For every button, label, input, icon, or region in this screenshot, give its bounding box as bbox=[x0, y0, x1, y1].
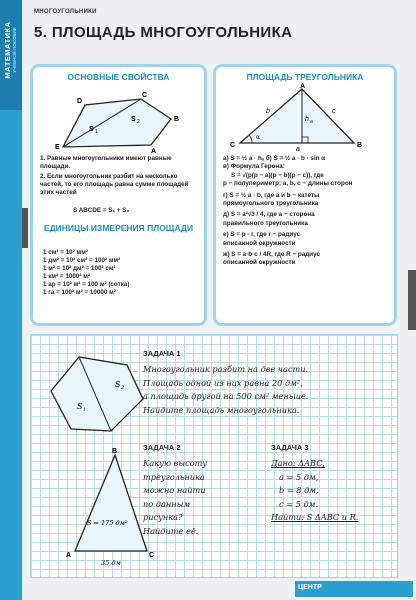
vertex-e: E bbox=[55, 144, 60, 151]
publisher-logo: ЦЕНТР bbox=[298, 584, 322, 591]
task1-figure bbox=[41, 347, 151, 443]
vertex-d: D bbox=[77, 98, 83, 105]
unit-line: 1 ар = 10² м² = 100 м² (сотка) bbox=[43, 281, 130, 288]
side-b-label: b bbox=[266, 108, 270, 115]
triangle-figure bbox=[216, 83, 394, 151]
task3-line: a = 5 дм, bbox=[279, 471, 319, 482]
task2-base-label: 35 дм bbox=[101, 559, 121, 567]
task1-text bbox=[143, 363, 395, 417]
tri-vertex-b: B bbox=[357, 142, 363, 149]
property-2: 2. Если многоугольник разбит на несколько частей, то его площадь равна сумме площадей этих частей bbox=[40, 173, 189, 196]
unit-line: 1 га = 100² м² = 10000 м² bbox=[43, 289, 116, 296]
triangle-area-panel bbox=[213, 64, 397, 326]
region-s2-sub: 2 bbox=[137, 119, 140, 125]
polygon-figure bbox=[33, 85, 204, 153]
task2-vertex-b: B bbox=[112, 448, 118, 455]
task1-region-s2: S bbox=[115, 380, 121, 389]
triangle-formulas bbox=[223, 155, 395, 268]
task2-line: по данным bbox=[143, 498, 191, 509]
formula-line: д) S = a²√3 / 4, где a − сторона bbox=[223, 211, 315, 219]
unit-line: 1 км² = 1000² м² bbox=[43, 273, 90, 280]
formula-line: правильного треугольника bbox=[223, 219, 308, 227]
task2-area-label: S = 175 дм² bbox=[87, 519, 128, 527]
binder-mark-left bbox=[22, 208, 28, 248]
property-1: 1. Равные многоугольники имеют равные площади. bbox=[40, 155, 172, 170]
task1-region-s1: S bbox=[77, 402, 83, 411]
formula-line: p − полупериметр; a, b, c − длины сторон bbox=[223, 180, 353, 188]
formula-line: S = √(p(p − a)(p − b)(p − c)), где bbox=[231, 171, 324, 179]
properties-heading: ОСНОВНЫЕ СВОЙСТВА bbox=[67, 72, 170, 82]
task2-vertex-a: A bbox=[66, 552, 72, 559]
formula-line: е) S = p · r, где r − радиус bbox=[223, 231, 301, 239]
task3-given: Дано: ΔABC, bbox=[271, 458, 325, 468]
task2-line: можно найти bbox=[143, 485, 206, 495]
units-list bbox=[43, 249, 203, 297]
task2-line: рисунка? bbox=[143, 512, 183, 522]
side-a-label: a bbox=[296, 146, 300, 153]
task2-figure bbox=[51, 443, 155, 575]
task1-region-s2-sub: 2 bbox=[121, 385, 125, 391]
region-s2: S bbox=[131, 116, 136, 123]
formula-line: вписанной окружности bbox=[223, 239, 296, 247]
task2-vertex-c: C bbox=[149, 552, 155, 559]
binder-mark-right bbox=[408, 270, 416, 330]
task1-line: Площадь одной из них равна 20 дм², bbox=[143, 377, 303, 388]
publisher-footer bbox=[295, 581, 413, 597]
unit-line: 1 дм² = 10² см² = 100² мм² bbox=[43, 257, 121, 264]
task2-text bbox=[143, 457, 253, 538]
series-title: МНОГОУГОЛЬНИКИ bbox=[34, 9, 97, 15]
height-label: h bbox=[305, 116, 309, 123]
vertex-c: C bbox=[142, 92, 148, 99]
task1-region-s1-sub: 1 bbox=[83, 407, 87, 413]
tri-vertex-c: C bbox=[230, 142, 236, 149]
task2-line: Найдите её. bbox=[143, 525, 199, 536]
units-heading: ЕДИНИЦЫ ИЗМЕРЕНИЯ ПЛОЩАДИ bbox=[43, 223, 194, 233]
task2-line: треугольника bbox=[143, 471, 205, 482]
task1-line: а площадь другой на 500 см² меньше. bbox=[143, 391, 309, 401]
task1-heading: ЗАДАЧА 1 bbox=[143, 349, 181, 358]
unit-line: 1 м² = 10² дм² = 100² см² bbox=[43, 265, 116, 272]
task2-line: Какую высоту bbox=[143, 458, 208, 468]
formula-line: г) S = ½ a · b, где a и b − катеты bbox=[223, 191, 320, 199]
formula-line: ж) S = a·b·c / 4R, где R − радиус bbox=[223, 251, 320, 259]
subject-subtitle: УЧЕБНОЕ ПОСОБИЕ bbox=[12, 27, 17, 73]
page-title: 5. ПЛОЩАДЬ МНОГОУГОЛЬНИКА bbox=[34, 24, 293, 41]
vertex-b: B bbox=[174, 116, 180, 123]
formula-line: а) S = ½ a · hₐ б) S = ½ a · b · sin α bbox=[223, 155, 326, 162]
property-2-formula: S ABCDE = S₁ + S₂ bbox=[73, 207, 130, 214]
region-s1: S bbox=[89, 126, 94, 133]
task3-line: b = 8 дм, bbox=[279, 485, 319, 495]
side-c-label: c bbox=[332, 108, 336, 115]
subject-label: МАТЕМАТИКА bbox=[3, 21, 12, 79]
task3-heading: ЗАДАЧА 3 bbox=[271, 443, 309, 452]
tasks-grid bbox=[30, 334, 398, 578]
formula-line: описанной окружности bbox=[223, 259, 296, 267]
task3-line: c = 5 дм. bbox=[279, 498, 319, 509]
formula-line: в) Формула Герона: bbox=[223, 163, 285, 171]
task2-heading: ЗАДАЧА 2 bbox=[143, 443, 181, 452]
task1-line: Найдите площадь многоугольника. bbox=[143, 404, 300, 415]
region-s1-sub: 1 bbox=[95, 129, 98, 135]
task3-find: Найти: S ΔABC и R. bbox=[271, 512, 359, 522]
task3-text bbox=[271, 457, 395, 525]
formula-line: прямоугольного треугольника bbox=[223, 200, 319, 208]
angle-alpha: α bbox=[256, 134, 261, 141]
triangle-heading: ПЛОЩАДЬ ТРЕУГОЛЬНИКА bbox=[246, 72, 364, 82]
unit-line: 1 см² = 10² мм² bbox=[43, 249, 88, 256]
vertex-a: A bbox=[151, 148, 157, 155]
properties-panel bbox=[30, 64, 207, 326]
tri-vertex-a: A bbox=[300, 83, 306, 90]
height-label-sub: a bbox=[310, 119, 313, 125]
task1-line: Многоугольник разбит на две части. bbox=[143, 364, 309, 374]
